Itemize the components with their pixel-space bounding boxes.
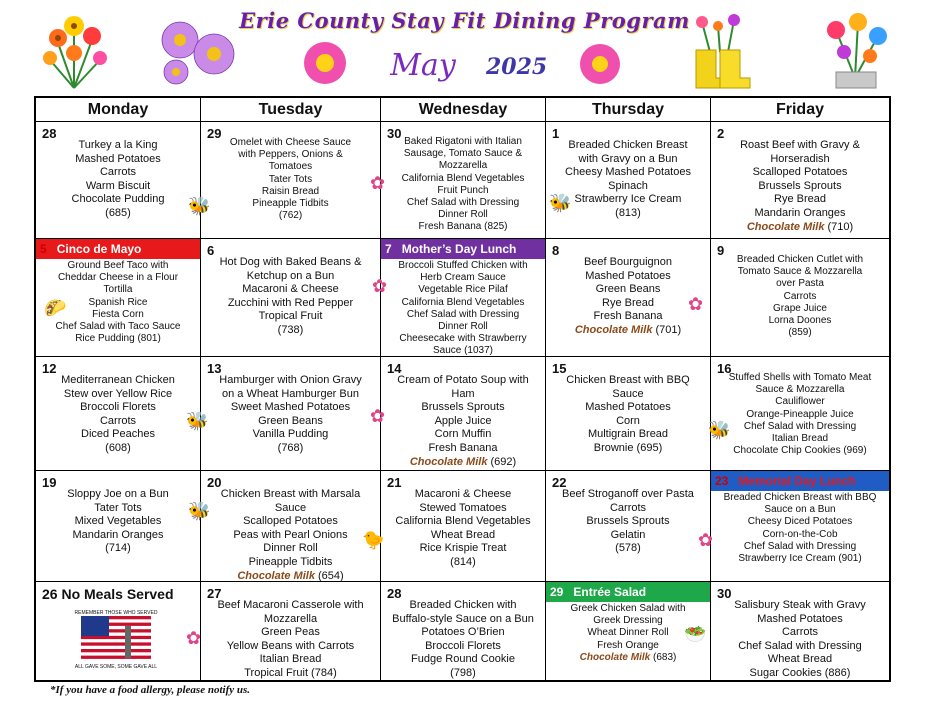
menu-line: Greek Dressing xyxy=(593,615,663,627)
day-cell xyxy=(546,471,714,582)
day-cell xyxy=(36,471,201,582)
menu-line: Mixed Vegetables xyxy=(74,515,162,528)
menu-items xyxy=(711,599,889,680)
menu-line: Salisbury Steak with Gravy xyxy=(734,599,866,611)
day-cell xyxy=(381,239,546,357)
menu-line: Cream of Potato Soup with xyxy=(397,374,529,386)
menu-line: Chef Salad with Dressing xyxy=(743,420,857,432)
menu-line: Brussels Sprouts xyxy=(758,179,842,192)
day-cell xyxy=(36,357,201,471)
menu-line: Fudge Round Cookie xyxy=(411,653,515,666)
flower-icon: ✿ xyxy=(370,406,386,426)
menu-number: (710) xyxy=(824,220,854,233)
bee-icon: 🐝 xyxy=(188,196,211,216)
menu-line: Chef Salad with Dressing xyxy=(406,197,520,209)
holiday-banner xyxy=(546,582,711,602)
menu-line xyxy=(711,221,889,235)
menu-line: on a Wheat Hamburger Bun xyxy=(222,387,359,400)
menu-line: Vanilla Pudding xyxy=(252,428,329,441)
flower-pot-icon xyxy=(818,8,892,90)
menu-line: Stewed Tomatoes xyxy=(419,501,507,514)
wheelbarrow-icon: ✿ xyxy=(186,628,202,648)
chocolate-milk-label: Chocolate Milk xyxy=(409,455,488,468)
chocolate-milk-label: Chocolate Milk xyxy=(237,569,315,582)
holiday-banner xyxy=(711,471,889,491)
menu-line: Pineapple Tidbits xyxy=(252,198,329,210)
menu-line: Tomato Sauce & Mozzarella xyxy=(737,266,863,278)
day-cell xyxy=(36,122,201,239)
day-number: 28 xyxy=(387,586,402,601)
menu-items xyxy=(381,488,545,570)
menu-line: Chef Salad with Dressing xyxy=(743,540,857,552)
chocolate-milk-label: Chocolate Milk xyxy=(746,220,825,233)
menu-line: Mandarin Oranges xyxy=(72,528,164,541)
menu-items xyxy=(201,256,380,338)
menu-line: Mashed Potatoes xyxy=(75,152,161,165)
menu-line: Dinner Roll xyxy=(438,209,488,221)
menu-line: Apple Juice xyxy=(434,414,492,427)
menu-line: California Blend Vegetables xyxy=(401,296,525,308)
menu-line: Italian Bread xyxy=(771,433,829,445)
page-title: Erie County Stay Fit Dining Program xyxy=(239,8,690,33)
menu-line: Raisin Bread xyxy=(261,185,320,197)
menu-items xyxy=(201,374,380,456)
menu-line xyxy=(201,570,380,582)
menu-line: Carrots xyxy=(781,626,819,639)
day-number: 8 xyxy=(552,243,560,258)
menu-line: Tropical Fruit (784) xyxy=(244,666,337,679)
day-header-monday: Monday xyxy=(36,98,201,122)
day-cell xyxy=(36,582,201,680)
day-cell xyxy=(711,239,889,357)
day-header-thursday: Thursday xyxy=(546,98,711,122)
menu-line: Brussels Sprouts xyxy=(421,401,505,414)
menu-line: Fiesta Corn xyxy=(92,308,144,320)
bee-icon: 🐝 xyxy=(708,420,731,440)
menu-line: Corn xyxy=(616,414,640,427)
day-header-friday: Friday xyxy=(711,98,889,122)
menu-line: Buffalo-style Sauce on a Bun xyxy=(392,612,534,625)
pink-flower-icon xyxy=(578,42,622,86)
menu-line: Horseradish xyxy=(770,152,830,165)
day-number: 21 xyxy=(387,475,402,490)
menu-line: (685) xyxy=(105,206,131,219)
menu-line: Rice Pudding (801) xyxy=(75,333,161,345)
menu-line: Sugar Cookies (886) xyxy=(749,666,851,679)
menu-line: (798) xyxy=(450,666,476,679)
menu-line: Roast Beef with Gravy & xyxy=(740,139,860,151)
menu-line: Fresh Banana xyxy=(428,441,498,454)
menu-line: Sauce xyxy=(612,387,644,400)
menu-line: Tomatoes xyxy=(268,161,313,173)
day-number: 29 xyxy=(550,585,564,599)
menu-line: Chef Salad with Taco Sauce xyxy=(55,321,181,333)
menu-line: Sauce (1037) xyxy=(432,345,494,357)
menu-line: Scalloped Potatoes xyxy=(243,515,338,528)
day-number: 30 xyxy=(387,126,402,141)
flower-pots-icon: ✿ xyxy=(698,530,714,550)
menu-line: Broccoli Stuffed Chicken with xyxy=(398,260,528,271)
day-cell xyxy=(711,122,889,239)
menu-line: Brownie (695) xyxy=(593,441,663,454)
menu-line: Mashed Potatoes xyxy=(757,612,843,625)
rain-boots-flowers-icon xyxy=(688,12,754,90)
menu-line: Mediterranean Chicken xyxy=(61,374,175,386)
menu-line: Tater Tots xyxy=(268,173,313,185)
menu-line: Dinner Roll xyxy=(438,321,488,333)
menu-line: Pineapple Tidbits xyxy=(248,555,333,568)
day-cell xyxy=(201,239,381,357)
day-cell xyxy=(381,471,546,582)
menu-items xyxy=(381,136,545,234)
menu-line: Mozzarella xyxy=(438,160,488,172)
menu-line: Beef Bourguignon xyxy=(583,256,673,268)
day-cell xyxy=(381,357,546,471)
menu-line: Potatoes O’Brien xyxy=(421,626,505,639)
day-number: 7 xyxy=(385,242,392,256)
menu-line: Stuffed Shells with Tomato Meat xyxy=(728,372,872,383)
bee-icon: 🐝 xyxy=(188,501,211,521)
flower-bouquet-icon xyxy=(38,8,110,90)
menu-line: Vegetable Rice Pilaf xyxy=(418,284,508,296)
menu-line: Corn Muffin xyxy=(434,428,492,441)
menu-line: Chocolate Pudding xyxy=(71,193,165,206)
menu-line: Ketchup on a Bun xyxy=(246,269,335,282)
menu-line: Tortilla xyxy=(103,284,133,296)
menu-line: Corn-on-the-Cob xyxy=(762,528,838,540)
menu-items xyxy=(201,599,380,680)
menu-line xyxy=(546,652,710,664)
menu-items xyxy=(546,488,710,556)
menu-line: Cheesy Mashed Potatoes xyxy=(565,166,691,179)
menu-items xyxy=(546,256,710,338)
menu-line: Herb Cream Sauce xyxy=(420,272,506,284)
menu-line: Chicken Breast with Marsala xyxy=(220,488,361,500)
menu-line: Gelatin xyxy=(610,528,646,541)
day-number: 14 xyxy=(387,361,402,376)
banner-label: Mother’s Day Lunch xyxy=(401,242,517,256)
menu-line: Green Beans xyxy=(595,283,661,296)
menu-line: Carrots xyxy=(99,414,137,427)
menu-line: Yellow Beans with Carrots xyxy=(226,639,355,652)
menu-line: over Pasta xyxy=(776,278,824,290)
day-cell xyxy=(546,239,711,357)
holiday-banner xyxy=(381,239,546,259)
menu-line: Macaroni & Cheese xyxy=(414,488,512,500)
menu-line: Hot Dog with Baked Beans & xyxy=(219,256,362,268)
menu-line: Carrots xyxy=(783,290,817,302)
menu-line: California Blend Vegetables xyxy=(401,172,525,184)
menu-line: Hamburger with Onion Gravy xyxy=(219,374,362,386)
menu-line: Green Beans xyxy=(258,414,323,427)
menu-items xyxy=(201,488,380,582)
salad-icon: 🥗 xyxy=(684,624,707,644)
menu-line: Beef Stroganoff over Pasta xyxy=(562,488,694,500)
menu-line: (762) xyxy=(278,210,303,222)
menu-number: (701) xyxy=(652,323,682,336)
menu-line: Zucchini with Red Pepper xyxy=(227,296,354,309)
taco-icon: 🌮 xyxy=(44,298,67,318)
day-number: 27 xyxy=(207,586,222,601)
allergy-footnote: *If you have a food allergy, please notify us. xyxy=(50,684,251,696)
menu-line: Broccoli Florets xyxy=(80,401,156,414)
menu-items xyxy=(381,260,545,357)
menu-line: Sausage, Tomato Sauce & xyxy=(403,148,523,160)
menu-line: Fresh Banana xyxy=(593,310,663,323)
menu-number: (683) xyxy=(650,651,677,663)
day-cell xyxy=(546,357,711,471)
menu-line: Breaded Chicken Breast with BBQ xyxy=(723,492,877,503)
holiday-banner xyxy=(36,239,201,259)
menu-items xyxy=(36,374,200,456)
menu-line: Chef Salad with Dressing xyxy=(738,639,862,652)
american-flag-icon xyxy=(81,616,151,662)
memorial-caption-bottom: ALL GAVE SOME, SOME GAVE ALL xyxy=(74,664,158,670)
menu-line: Sauce xyxy=(274,501,307,514)
pink-flower-icon xyxy=(302,40,348,86)
menu-line: Fresh Banana (825) xyxy=(418,221,508,233)
chick-icon: 🐤 xyxy=(362,530,385,550)
day-number: 9 xyxy=(717,243,725,258)
no-meals-label: No Meals Served xyxy=(57,586,174,602)
menu-line: Chicken Breast with BBQ xyxy=(566,374,690,386)
day-number: 23 xyxy=(715,474,729,488)
menu-line: Stew over Yellow Rice xyxy=(63,387,173,400)
day-header-tuesday: Tuesday xyxy=(201,98,381,122)
menu-line: Rye Bread xyxy=(774,193,826,206)
day-number: 28 xyxy=(42,126,57,141)
day-cell xyxy=(381,122,546,239)
menu-line: Grape Juice xyxy=(773,302,827,314)
menu-line: Breaded Chicken Cutlet with xyxy=(736,254,864,265)
day-cell xyxy=(201,471,381,582)
memorial-flag-image xyxy=(66,610,166,670)
day-cell xyxy=(201,357,381,471)
menu-line: California Blend Vegetables xyxy=(395,515,531,528)
menu-line: (814) xyxy=(450,555,476,568)
day-cell xyxy=(201,122,381,239)
menu-line: Mashed Potatoes xyxy=(585,269,671,282)
banner-label: Cinco de Mayo xyxy=(56,242,142,256)
flower-cart-icon: ✿ xyxy=(372,276,388,296)
menu-line: Scalloped Potatoes xyxy=(752,166,848,179)
menu-line: Mandarin Oranges xyxy=(754,206,846,219)
menu-line: Cheesy Diced Potatoes xyxy=(747,516,853,528)
menu-items xyxy=(711,139,889,234)
day-number: 20 xyxy=(207,475,222,490)
day-cell xyxy=(711,582,889,680)
day-cell xyxy=(711,471,889,582)
menu-line: Strawberry Ice Cream (901) xyxy=(738,553,862,565)
menu-line: (738) xyxy=(277,323,304,336)
menu-line: Multigrain Bread xyxy=(587,428,669,441)
menu-line: Diced Peaches xyxy=(81,428,155,441)
day-number: 12 xyxy=(42,361,57,376)
menu-line: Sauce on a Bun xyxy=(764,504,836,516)
menu-line xyxy=(546,324,710,338)
menu-line: Greek Chicken Salad with xyxy=(570,603,686,614)
menu-line: Carrots xyxy=(609,501,647,514)
menu-line: (859) xyxy=(788,327,812,339)
year-label: 2025 xyxy=(486,54,548,80)
menu-line: Rye Bread xyxy=(602,296,654,309)
menu-line: Brussels Sprouts xyxy=(586,515,670,528)
menu-line: Peas with Pearl Onions xyxy=(233,528,348,541)
menu-line: Mozzarella xyxy=(263,612,318,625)
menu-line: Strawberry Ice Cream xyxy=(574,193,682,206)
month-label: May xyxy=(390,48,456,83)
menu-number: (692) xyxy=(487,455,517,468)
menu-line: Breaded Chicken Breast xyxy=(568,139,688,151)
menu-line: Orange-Pineapple Juice xyxy=(746,408,854,420)
flowers-icon: ✿ xyxy=(688,294,704,314)
menu-line: Broccoli Florets xyxy=(425,639,501,652)
menu-line: Rice Krispie Treat xyxy=(419,542,507,555)
menu-line: Cauliflower xyxy=(775,396,825,408)
menu-line: (608) xyxy=(105,441,131,454)
day-number: 2 xyxy=(717,126,725,141)
menu-line: Omelet with Cheese Sauce xyxy=(229,137,352,148)
menu-line: Beef Macaroni Casserole with xyxy=(217,599,364,611)
menu-line: Wheat Bread xyxy=(767,653,833,666)
menu-line: Mashed Potatoes xyxy=(585,401,671,414)
menu-number: (654) xyxy=(314,569,344,582)
memorial-caption-top: REMEMBER THOSE WHO SERVED xyxy=(74,610,158,616)
menu-line: Italian Bread xyxy=(259,653,322,666)
menu-line: Sauce & Mozzarella xyxy=(755,384,845,396)
menu-items xyxy=(711,254,889,339)
day-number: 15 xyxy=(552,361,567,376)
day-number: 5 xyxy=(40,242,47,256)
menu-items xyxy=(201,137,380,222)
menu-line: Carrots xyxy=(99,166,137,179)
menu-items xyxy=(36,139,200,221)
menu-line: with Peppers, Onions & xyxy=(238,149,343,161)
flower-icon: ✿ xyxy=(370,173,386,193)
menu-line: Spinach xyxy=(608,179,648,192)
daisy-flowers-icon xyxy=(154,14,240,88)
day-cell xyxy=(711,357,889,471)
menu-line: Warm Biscuit xyxy=(85,179,151,192)
menu-line xyxy=(381,456,545,470)
menu-line: Ground Beef Taco with xyxy=(67,260,169,271)
bee-icon: 🐝 xyxy=(186,411,209,431)
day-number: 13 xyxy=(207,361,222,376)
day-number: 29 xyxy=(207,126,222,141)
menu-line: Sloppy Joe on a Bun xyxy=(67,488,169,500)
menu-items xyxy=(711,492,889,565)
menu-items xyxy=(546,374,710,456)
day-number: 6 xyxy=(207,243,215,258)
day-number: 22 xyxy=(552,475,567,490)
menu-line: Tropical Fruit xyxy=(258,310,323,323)
menu-line: (578) xyxy=(615,542,641,555)
menu-line: Baked Rigatoni with Italian xyxy=(404,136,522,147)
day-number: 30 xyxy=(717,586,732,601)
banner-label: Entrée Salad xyxy=(573,585,647,599)
menu-line: Spanish Rice xyxy=(88,296,148,308)
menu-line: Fruit Punch xyxy=(437,184,489,196)
menu-line: Chef Salad with Dressing xyxy=(406,308,520,320)
day-cell xyxy=(381,582,546,680)
menu-items xyxy=(711,372,889,457)
bee-icon: 🐝 xyxy=(549,193,572,213)
menu-line: with Gravy on a Bun xyxy=(578,152,678,165)
menu-line: (714) xyxy=(105,542,131,555)
menu-items xyxy=(381,374,545,469)
menu-line: Wheat Bread xyxy=(430,528,496,541)
menu-line: Wheat Dinner Roll xyxy=(587,627,669,639)
menu-items xyxy=(36,488,200,556)
menu-line: Tater Tots xyxy=(94,501,142,514)
menu-line: Chocolate Chip Cookies (969) xyxy=(733,445,867,457)
chocolate-milk-label: Chocolate Milk xyxy=(579,651,651,663)
menu-line: (768) xyxy=(277,441,304,454)
day-cell xyxy=(201,582,381,680)
menu-line: Breaded Chicken with xyxy=(409,599,517,611)
calendar-grid xyxy=(34,96,891,682)
menu-line: Fresh Orange xyxy=(597,639,659,651)
chocolate-milk-label: Chocolate Milk xyxy=(574,323,653,336)
day-number: 19 xyxy=(42,475,57,490)
menu-line: Turkey a la King xyxy=(78,139,158,151)
menu-items xyxy=(381,599,545,680)
menu-line: (813) xyxy=(615,206,641,219)
menu-line: Sweet Mashed Potatoes xyxy=(230,401,351,414)
menu-line: Ham xyxy=(451,387,475,400)
menu-line: Macaroni & Cheese xyxy=(242,283,339,296)
day-cell xyxy=(546,122,711,239)
menu-line: Cheddar Cheese in a Flour xyxy=(57,272,179,284)
day-header-wednesday: Wednesday xyxy=(381,98,546,122)
menu-line: Lorna Doones xyxy=(768,315,832,327)
day-number: 16 xyxy=(717,361,732,376)
menu-line: Dinner Roll xyxy=(263,542,318,555)
menu-line: Cheesecake with Strawberry xyxy=(399,333,527,345)
day-number: 26 No Meals Served xyxy=(42,586,174,602)
menu-line: Green Peas xyxy=(261,626,320,639)
banner-label: Memorial Day Lunch xyxy=(738,474,856,488)
day-number: 1 xyxy=(552,126,560,141)
